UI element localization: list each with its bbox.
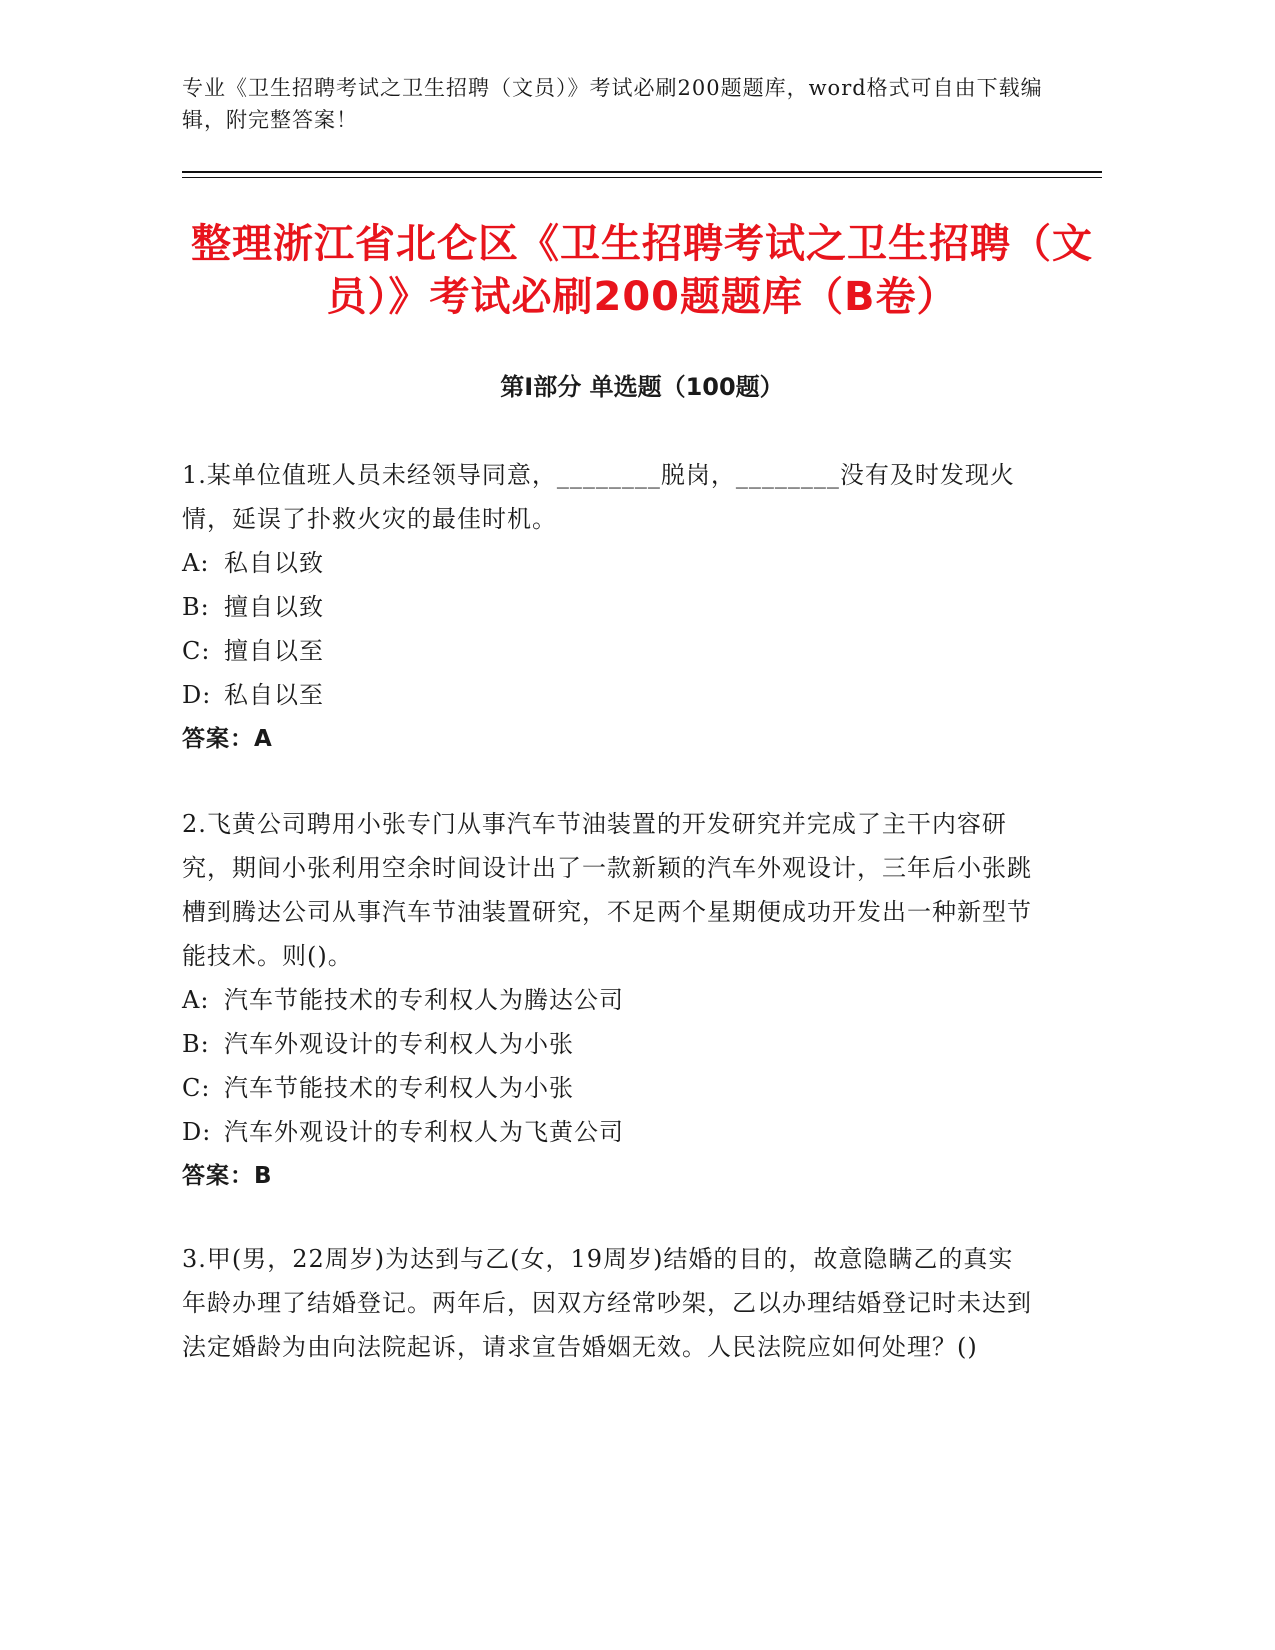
option-text: 私自以至 xyxy=(224,681,324,709)
option-label: D: xyxy=(182,1118,212,1146)
question-stem: 3.甲(男，22周岁)为达到与乙(女，19周岁)结婚的目的，故意隐瞒乙的真实年龄办理了结婚登记。两年后，因双方经常吵架，乙以办理结婚登记时未达到法定婚龄为由向法院起诉，请求宣告婚姻无效。人民法院应如何处理？() xyxy=(182,1245,1032,1361)
option-text: 汽车外观设计的专利权人为飞黄公司 xyxy=(224,1118,624,1146)
option-c xyxy=(182,629,1032,673)
option-text: 汽车节能技术的专利权人为腾达公司 xyxy=(224,986,624,1014)
option-label: C: xyxy=(182,637,211,665)
option-label: B: xyxy=(182,1030,210,1058)
option-text: 汽车节能技术的专利权人为小张 xyxy=(224,1074,574,1102)
document-title: 整理浙江省北仑区《卫生招聘考试之卫生招聘（文员）》考试必刷200题题库（B卷） xyxy=(191,221,1093,320)
option-label: A: xyxy=(182,986,210,1014)
header-divider-thick xyxy=(182,171,1102,173)
option-d xyxy=(182,673,1032,717)
option-label: B: xyxy=(182,593,210,621)
section-title: 第Ⅰ部分 单选题（100题） xyxy=(500,373,784,401)
question-1 xyxy=(182,453,1032,761)
option-b xyxy=(182,585,1032,629)
question-stem: 2.飞黄公司聘用小张专门从事汽车节油装置的开发研究并完成了主干内容研究，期间小张利用空余时间设计出了一款新颖的汽车外观设计，三年后小张跳槽到腾达公司从事汽车节油装置研究，不足两个星期便成功开发出一种新型节能技术。则()。 xyxy=(182,810,1032,970)
option-b xyxy=(182,1022,1032,1066)
option-text: 擅自以至 xyxy=(224,637,324,665)
option-text: 擅自以致 xyxy=(224,593,324,621)
option-a xyxy=(182,541,1032,585)
header-note: 专业《卫生招聘考试之卫生招聘（文员）》考试必刷200题题库，word格式可自由下载编辑，附完整答案！ xyxy=(182,76,1043,132)
option-a xyxy=(182,978,1032,1022)
question-stem: 1.某单位值班人员未经领导同意，________脱岗，________没有及时发现火情，延误了扑救火灾的最佳时机。 xyxy=(182,461,1015,533)
option-text: 汽车外观设计的专利权人为小张 xyxy=(224,1030,574,1058)
option-label: D: xyxy=(182,681,212,709)
option-text: 私自以致 xyxy=(224,549,324,577)
option-label: C: xyxy=(182,1074,211,1102)
answer: 答案：A xyxy=(182,726,273,752)
answer: 答案：B xyxy=(182,1163,273,1189)
option-d xyxy=(182,1110,1032,1154)
option-c xyxy=(182,1066,1032,1110)
question-2 xyxy=(182,802,1032,1198)
option-label: A: xyxy=(182,549,210,577)
header-divider-thin xyxy=(182,177,1102,178)
question-3 xyxy=(182,1237,1032,1369)
